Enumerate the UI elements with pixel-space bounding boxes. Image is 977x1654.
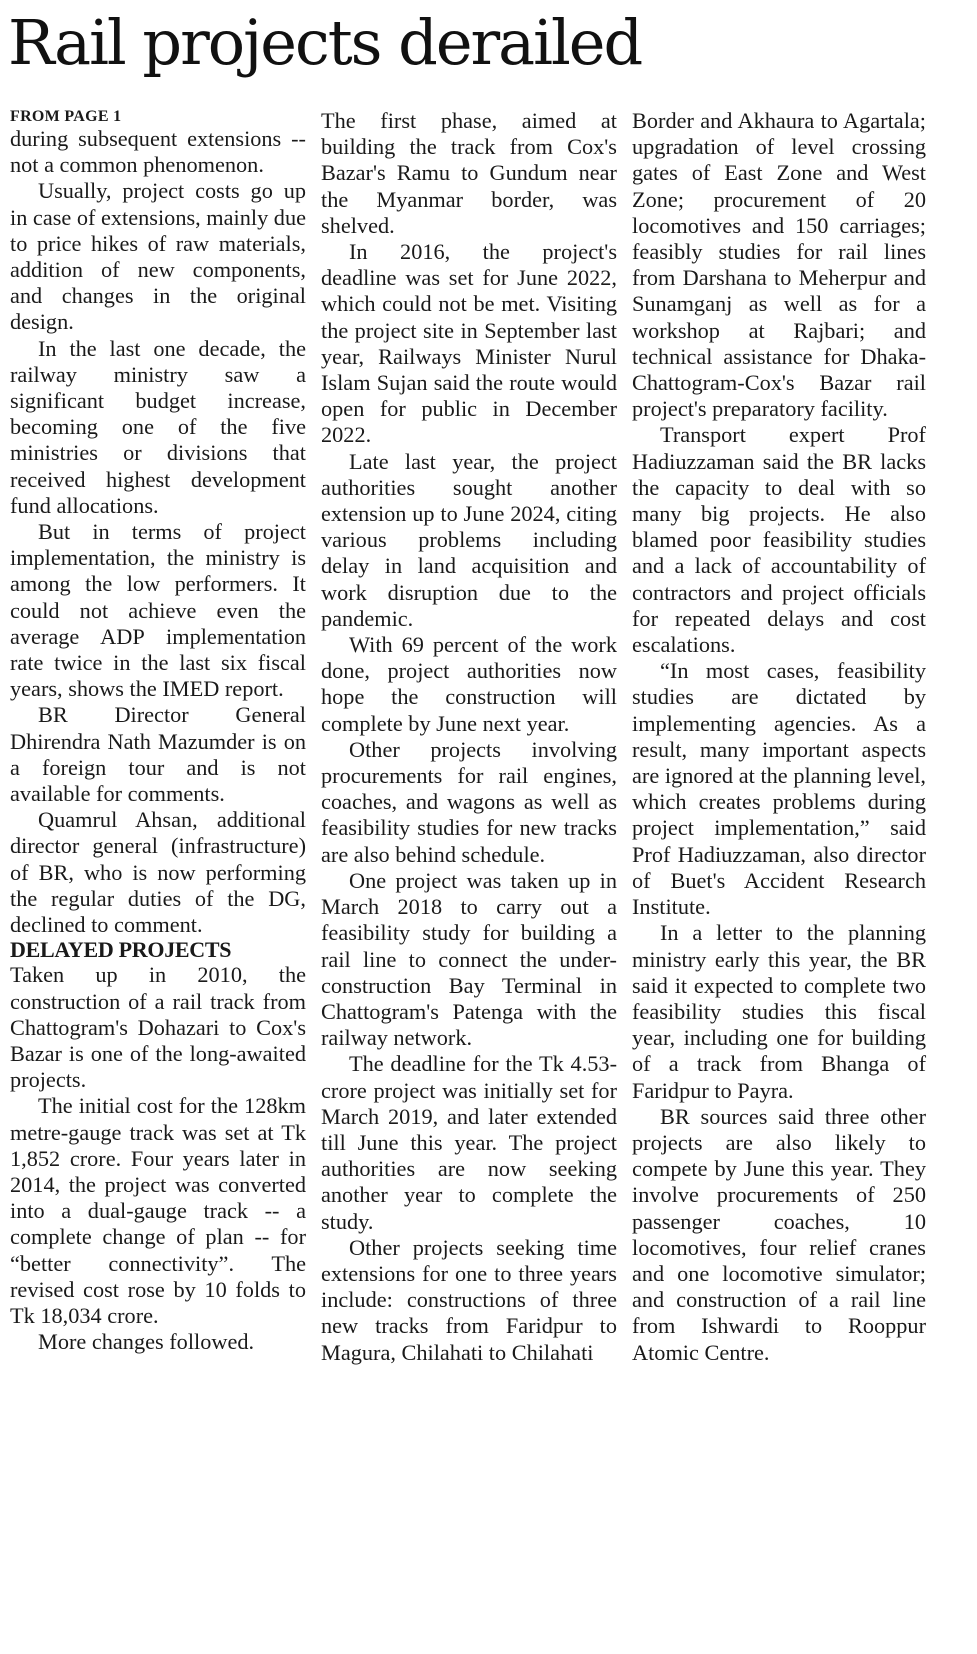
paragraph: Taken up in 2010, the construction of a rail track from Chattogram's Dohazari to Cox's Bazar is one of the long-awaited projects. [10,962,306,1093]
paragraph: BR sources said three other projects are also likely to compete by June this year. They involve procurements of 250 passenger coaches, 10 locomotives, four relief cranes and one locomotive simulator; and construction of a rail line from Ishwardi to Rooppur Atomic Centre. [632,1103,926,1365]
paragraph: In a letter to the planning ministry early this year, the BR said it expected to complete two feasibility studies this fiscal year, including one for building of a track from Bhanga of Faridpur to Payra. [632,920,926,1103]
paragraph: The deadline for the Tk 4.53-crore project was initially set for March 2019, and later extended till June this year. The project authorities are now seeking another year to complete the study. [321,1051,617,1234]
paragraph: Other projects involving procurements for rail engines, coaches, and wagons as well as feasibility studies for new tracks are also behind schedule. [321,736,617,867]
paragraph: “In most cases, feasibility studies are dictated by implementing agencies. As a result, many important aspects are ignored at the planning level, which creates problems during project implementation,” said Prof Hadiuzzaman, also director of Buet's Accident Research Institute. [632,658,926,920]
paragraph: Usually, project costs go up in case of extensions, mainly due to price hikes of raw materials, addition of new components, and changes in the original design. [10,178,306,335]
article-headline: Rail projects derailed [8,6,642,79]
paragraph: Border and Akhaura to Agartala; upgradation of level crossing gates of East Zone and West Zone; procurement of 20 locomotives and 150 carriages; feasibly studies for rail lines from Darshana to Meherpur and Sunamganj as well as for a workshop at Rajbari; and technical assistance for Dhaka-Chattogram-Cox's Bazar rail project's preparatory facility. [632,108,926,422]
paragraph: But in terms of project implementation, the ministry is among the low performers. It could not achieve even the average ADP implementation rate twice in the last six fiscal years, shows the IMED report. [10,519,306,702]
paragraph: One project was taken up in March 2018 to carry out a feasibility study for building a rail line to connect the under-construction Bay Terminal in Chattogram's Patenga with the railway network. [321,867,617,1051]
paragraph: The initial cost for the 128km metre-gauge track was set at Tk 1,852 crore. Four years later in 2014, the project was converted into a dual-gauge track -- a complete change of plan -- for “better connectivity”. The revised cost rose by 10 folds to Tk 18,034 crore. [10,1093,306,1328]
paragraph: In the last one decade, the railway ministry saw a significant budget increase, becoming one of the five ministries or divisions that received highest development fund allocations. [10,335,306,518]
article-column-1 [10,108,306,1355]
paragraph: Transport expert Prof Hadiuzzaman said the BR lacks the capacity to deal with so many big projects. He also blamed poor feasibility studies and a lack of accountability of contractors and project officials for repeated delays and cost escalations. [632,422,926,658]
paragraph: In 2016, the project's deadline was set for June 2022, which could not be met. Visiting the project site in September last year, Railways Minister Nurul Islam Sujan said the route would open for public in December 2022. [321,239,617,448]
article-column-3 [632,108,926,1366]
article-column-2 [321,108,617,1366]
paragraph: BR Director General Dhirendra Nath Mazumder is on a foreign tour and is not available for comments. [10,702,306,807]
paragraph: More changes followed. [38,1329,255,1355]
paragraph: Quamrul Ahsan, additional director general (infrastructure) of BR, who is now performing the regular duties of the DG, declined to comment. [10,807,306,938]
continuation-kicker: FROM PAGE 1 [10,108,122,125]
paragraph: The first phase, aimed at building the track from Cox's Bazar's Ramu to Gundum near the Myanmar border, was shelved. [321,108,617,238]
paragraph: Other projects seeking time extensions for one to three years include: constructions of three new tracks from Faridpur to Magura, Chilahati to Chilahati [321,1234,617,1365]
paragraph: during subsequent extensions -- not a common phenomenon. [10,126,306,178]
paragraph: Late last year, the project authorities sought another extension up to June 2024, citing various problems including delay in land acquisition and work disruption due to the pandemic. [321,448,617,631]
paragraph: With 69 percent of the work done, project authorities now hope the construction will complete by June next year. [321,632,617,736]
section-subhead: DELAYED PROJECTS [10,937,232,963]
